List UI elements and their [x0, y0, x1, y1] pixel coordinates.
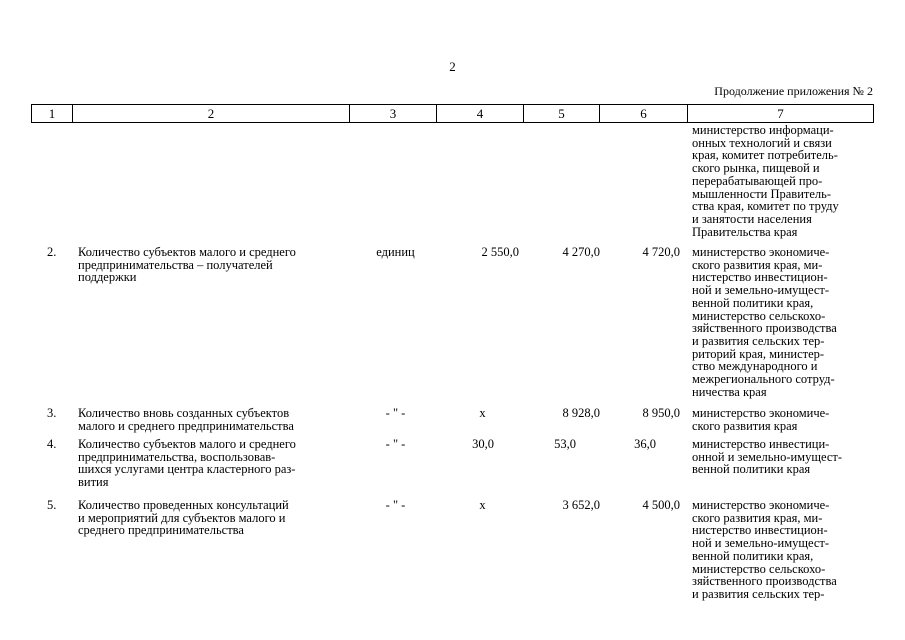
- column-header-row: [32, 105, 874, 123]
- unit: - " -: [385, 406, 406, 420]
- responsible-agency: министерство инвестици- онной и земельно-имущест- венной политики края: [692, 437, 842, 477]
- unit: - " -: [385, 498, 406, 512]
- column-header-4: 4: [437, 105, 524, 123]
- continuation-caption: Продолжение приложения № 2: [714, 84, 873, 98]
- value-col4: 2 550,0: [481, 245, 519, 259]
- column-header-3: 3: [350, 105, 437, 123]
- responsible-agency: министерство экономиче- ского развития края: [692, 406, 830, 433]
- value-col6: 36,0: [634, 437, 656, 451]
- column-header-2: 2: [73, 105, 350, 123]
- indicator-name: Количество вновь созданных субъектов малого и среднего предпринимательства: [78, 406, 294, 433]
- row-number: 2.: [47, 245, 57, 259]
- indicator-name: Количество субъектов малого и среднего предпринимательства – получателей поддержки: [78, 245, 296, 285]
- column-header-7: 7: [688, 105, 874, 123]
- value-col6: 8 950,0: [642, 406, 680, 420]
- value-col5: 53,0: [554, 437, 576, 451]
- indicator-name: Количество субъектов малого и среднего предпринимательства, воспользовав- шихся услугами центра кластерного раз- вития: [78, 437, 296, 490]
- indicator-name: Количество проведенных консультаций и мероприятий для субъектов малого и среднего предпринимательства: [78, 498, 289, 538]
- column-header-1: 1: [32, 105, 73, 123]
- row-number: 5.: [47, 498, 57, 512]
- row-number: 3.: [47, 406, 57, 420]
- value-col4: 30,0: [472, 437, 494, 451]
- value-col6: 4 500,0: [642, 498, 680, 512]
- value-col4: х: [479, 406, 486, 420]
- value-col5: 8 928,0: [562, 406, 600, 420]
- column-header-6: 6: [600, 105, 688, 123]
- column-header-5: 5: [524, 105, 600, 123]
- value-col5: 4 270,0: [562, 245, 600, 259]
- column-header-table: [31, 104, 874, 123]
- value-col4: х: [479, 498, 486, 512]
- responsible-agency: министерство экономиче- ского развития края, ми- нистерство инвестицион- ной и земельно-имущест- венной политики края, министерство сельскохо- зяйственного производства и развития сельских тер- риторий края, министер- ство международного и межрегионального сотруд- ничества края: [692, 245, 837, 399]
- unit: - " -: [385, 437, 406, 451]
- responsible-agency: министерство экономиче- ского развития края, ми- нистерство инвестицион- ной и земельно-имущест- венной политики края, министерство сельскохо- зяйственного производства и развития сельских тер-: [692, 498, 837, 601]
- value-col6: 4 720,0: [642, 245, 680, 259]
- unit: единиц: [376, 245, 415, 259]
- row-number: 4.: [47, 437, 57, 451]
- page-number: 2: [449, 59, 456, 74]
- value-col5: 3 652,0: [562, 498, 600, 512]
- continued-agency-text: министерство информаци- онных технологий и связи края, комитет потребитель- ского рынка, пищевой и перерабатывающей про- мышленности Правитель- ства края, комитет по труду и занятости населения Правительства края: [692, 123, 839, 239]
